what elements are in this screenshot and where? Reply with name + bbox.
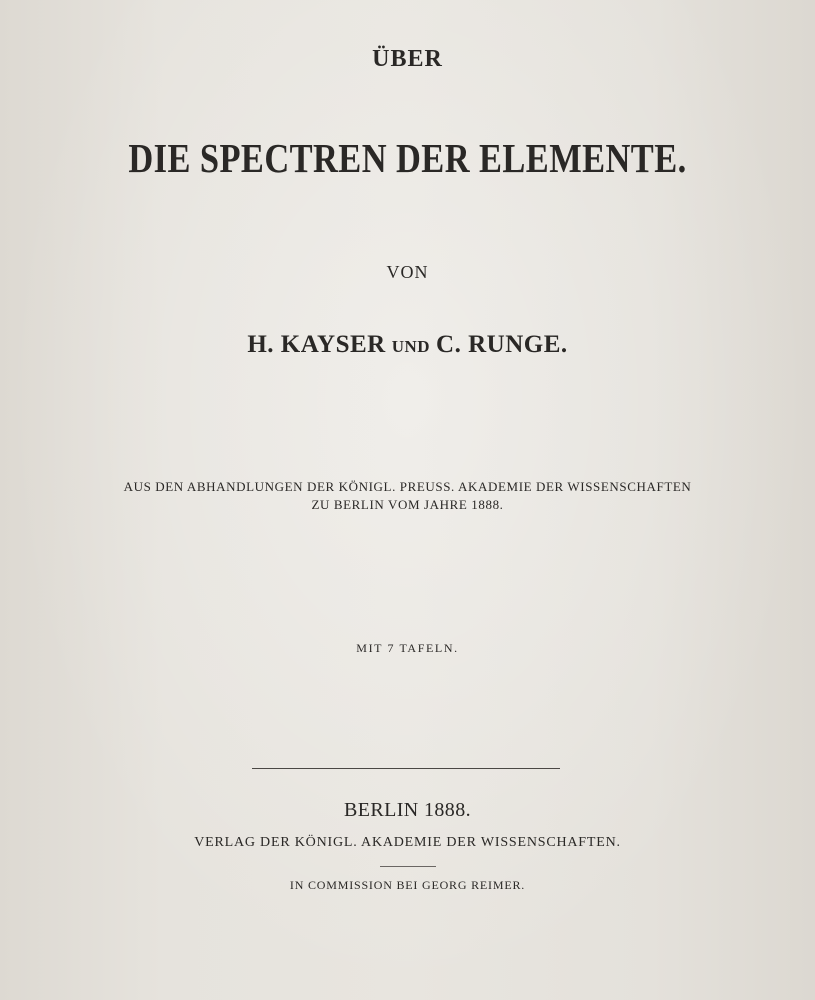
pre-title: ÜBER	[372, 46, 443, 72]
source-line-2: ZU BERLIN VOM JAHRE 1888.	[311, 497, 504, 512]
by-line: VON	[386, 262, 429, 282]
author-kayser: H. KAYSER	[247, 331, 386, 358]
plates-note: MIT 7 TAFELN.	[356, 641, 459, 655]
imprint-commission: IN COMMISSION BEI GEORG REIMER.	[289, 878, 526, 892]
imprint-place-year: BERLIN 1888.	[343, 799, 472, 821]
source-line-1: AUS DEN ABHANDLUNGEN DER KÖNIGL. PREUSS. AKADEMIE DER WISSENSCHAFTEN	[123, 479, 692, 494]
horizontal-rule	[252, 768, 560, 769]
authors	[0, 331, 815, 359]
author-conjunction: UND	[391, 337, 431, 356]
short-rule	[380, 866, 436, 867]
author-runge: C. RUNGE.	[436, 331, 568, 358]
book-title: DIE SPECTREN DER ELEMENTE.	[128, 135, 687, 181]
imprint-publisher: VERLAG DER KÖNIGL. AKADEMIE DER WISSENSCHAFTEN.	[194, 835, 621, 850]
